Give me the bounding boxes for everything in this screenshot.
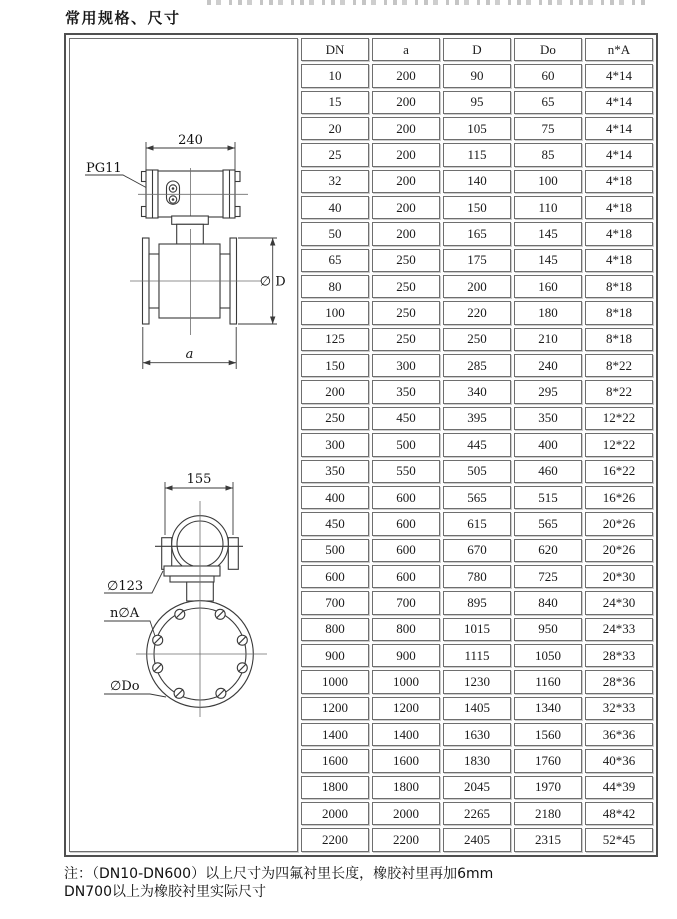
spec-cell: 150	[301, 354, 369, 377]
spec-cell: 40	[301, 196, 369, 219]
spec-cell: 500	[372, 433, 440, 456]
dim-240-label: 240	[178, 133, 203, 148]
spec-cell: 25	[301, 143, 369, 166]
spec-cell: 4*18	[585, 170, 653, 193]
side-view-drawing	[85, 133, 286, 369]
spec-cell: 1200	[301, 697, 369, 720]
spec-cell: 150	[443, 196, 511, 219]
bolt-holes-label: n∅A	[110, 606, 140, 621]
spec-cell: 1600	[372, 749, 440, 772]
spec-cell: 165	[443, 222, 511, 245]
spec-cell: 2045	[443, 776, 511, 799]
spec-cell: 210	[514, 328, 582, 351]
spec-cell: 250	[372, 275, 440, 298]
spec-cell: 20*26	[585, 539, 653, 562]
bolt-circle-label: ∅Do	[110, 679, 140, 694]
spec-cell: 300	[301, 433, 369, 456]
spec-cell: 200	[301, 380, 369, 403]
spec-cell: 12*22	[585, 407, 653, 430]
spec-cell: 145	[514, 222, 582, 245]
front-view-drawing	[104, 472, 267, 717]
spec-cell: 460	[514, 460, 582, 483]
table-header-row	[69, 38, 653, 61]
spec-cell: 350	[301, 460, 369, 483]
spec-cell: 250	[372, 328, 440, 351]
spec-cell: 100	[301, 301, 369, 324]
flange-diameter-label: ∅ D	[259, 274, 286, 290]
spec-cell: 200	[372, 64, 440, 87]
spec-cell: 20	[301, 117, 369, 140]
spec-cell: 445	[443, 433, 511, 456]
dim-155-label: 155	[186, 472, 212, 487]
spec-cell: 285	[443, 354, 511, 377]
spec-cell: 85	[514, 143, 582, 166]
spec-cell: 1830	[443, 749, 511, 772]
spec-cell: 105	[443, 117, 511, 140]
cropped-text-remnant	[207, 0, 645, 5]
length-a-label: a	[185, 347, 194, 362]
spec-cell: 400	[514, 433, 582, 456]
spec-cell: 4*14	[585, 117, 653, 140]
spec-cell: 1760	[514, 749, 582, 772]
spec-cell: 8*18	[585, 301, 653, 324]
spec-cell: 600	[372, 512, 440, 535]
spec-cell: 600	[372, 565, 440, 588]
spec-cell: 2180	[514, 802, 582, 825]
footnote-line1: 注：（DN10-DN600）以上尺寸为四氟衬里长度，橡胶衬里再加6mm	[64, 866, 494, 882]
spec-cell: 8*18	[585, 328, 653, 351]
spec-cell: 1800	[372, 776, 440, 799]
spec-cell: 1970	[514, 776, 582, 799]
page-title: 常用规格、尺寸	[65, 9, 181, 27]
spec-cell: 725	[514, 565, 582, 588]
spec-cell: 24*33	[585, 618, 653, 641]
spec-cell: 1400	[372, 723, 440, 746]
housing-diameter-label: ∅123	[107, 579, 144, 594]
spec-cell: 220	[443, 301, 511, 324]
footnote-line2: DN700以上为橡胶衬里实际尺寸	[64, 883, 266, 900]
spec-cell: 340	[443, 380, 511, 403]
spec-cell: 8*18	[585, 275, 653, 298]
spec-cell: 2315	[514, 828, 582, 852]
spec-cell: 670	[443, 539, 511, 562]
spec-cell: 140	[443, 170, 511, 193]
spec-cell: 95	[443, 91, 511, 114]
spec-cell: 615	[443, 512, 511, 535]
spec-cell: 60	[514, 64, 582, 87]
spec-cell: 450	[301, 512, 369, 535]
spec-cell: 240	[514, 354, 582, 377]
spec-cell: 895	[443, 591, 511, 614]
spec-cell: 780	[443, 565, 511, 588]
spec-cell: 2000	[372, 802, 440, 825]
spec-cell: 2200	[372, 828, 440, 852]
spec-cell: 175	[443, 249, 511, 272]
spec-cell: 295	[514, 380, 582, 403]
col-header-a: a	[372, 38, 440, 61]
spec-cell: 200	[372, 143, 440, 166]
spec-cell: 160	[514, 275, 582, 298]
col-header-na: n*A	[585, 38, 653, 61]
spec-cell: 950	[514, 618, 582, 641]
spec-cell: 500	[301, 539, 369, 562]
spec-cell: 515	[514, 486, 582, 509]
spec-cell: 1405	[443, 697, 511, 720]
spec-cell: 250	[443, 328, 511, 351]
spec-cell: 1560	[514, 723, 582, 746]
spec-cell: 180	[514, 301, 582, 324]
spec-cell: 4*14	[585, 143, 653, 166]
spec-cell: 10	[301, 64, 369, 87]
col-header-dn: DN	[301, 38, 369, 61]
col-header-d: D	[443, 38, 511, 61]
spec-cell: 80	[301, 275, 369, 298]
spec-cell: 90	[443, 64, 511, 87]
spec-cell: 200	[372, 196, 440, 219]
spec-cell: 350	[372, 380, 440, 403]
spec-cell: 1000	[301, 670, 369, 693]
spec-cell: 2265	[443, 802, 511, 825]
spec-cell: 125	[301, 328, 369, 351]
spec-cell: 550	[372, 460, 440, 483]
spec-cell: 1400	[301, 723, 369, 746]
spec-cell: 700	[301, 591, 369, 614]
spec-cell: 4*18	[585, 222, 653, 245]
spec-cell: 24*30	[585, 591, 653, 614]
spec-cell: 1050	[514, 644, 582, 667]
spec-cell: 28*33	[585, 644, 653, 667]
spec-cell: 1630	[443, 723, 511, 746]
spec-cell: 44*39	[585, 776, 653, 799]
spec-cell: 15	[301, 91, 369, 114]
spec-cell: 115	[443, 143, 511, 166]
spec-cell: 250	[372, 301, 440, 324]
spec-table	[64, 33, 658, 857]
spec-cell: 565	[443, 486, 511, 509]
spec-cell: 28*36	[585, 670, 653, 693]
spec-cell: 16*22	[585, 460, 653, 483]
spec-cell: 900	[372, 644, 440, 667]
spec-cell: 565	[514, 512, 582, 535]
spec-cell: 1200	[372, 697, 440, 720]
spec-cell: 32	[301, 170, 369, 193]
spec-cell: 75	[514, 117, 582, 140]
spec-cell: 2405	[443, 828, 511, 852]
spec-cell: 800	[301, 618, 369, 641]
spec-cell: 4*18	[585, 196, 653, 219]
spec-cell: 1340	[514, 697, 582, 720]
spec-cell: 620	[514, 539, 582, 562]
spec-cell: 32*33	[585, 697, 653, 720]
spec-cell: 8*22	[585, 354, 653, 377]
spec-cell: 600	[301, 565, 369, 588]
spec-cell: 400	[301, 486, 369, 509]
spec-cell: 800	[372, 618, 440, 641]
pg11-cable-gland-label: PG11	[86, 161, 122, 176]
spec-cell: 250	[301, 407, 369, 430]
spec-cell: 600	[372, 486, 440, 509]
spec-cell: 1160	[514, 670, 582, 693]
spec-cell: 16*26	[585, 486, 653, 509]
spec-cell: 1600	[301, 749, 369, 772]
spec-cell: 4*14	[585, 91, 653, 114]
spec-cell: 8*22	[585, 380, 653, 403]
spec-cell: 4*14	[585, 64, 653, 87]
spec-cell: 1015	[443, 618, 511, 641]
spec-cell: 1115	[443, 644, 511, 667]
spec-cell: 200	[372, 170, 440, 193]
spec-cell: 40*36	[585, 749, 653, 772]
footnote	[64, 866, 664, 901]
flowmeter-drawing	[70, 39, 297, 851]
spec-cell: 1230	[443, 670, 511, 693]
spec-cell: 600	[372, 539, 440, 562]
spec-cell: 395	[443, 407, 511, 430]
spec-cell: 840	[514, 591, 582, 614]
spec-cell: 200	[372, 117, 440, 140]
technical-drawing-cell	[69, 38, 298, 852]
spec-cell: 20*30	[585, 565, 653, 588]
spec-cell: 65	[301, 249, 369, 272]
spec-cell: 52*45	[585, 828, 653, 852]
spec-cell: 4*18	[585, 249, 653, 272]
col-header-do: Do	[514, 38, 582, 61]
spec-cell: 12*22	[585, 433, 653, 456]
spec-cell: 100	[514, 170, 582, 193]
spec-cell: 200	[372, 91, 440, 114]
spec-cell: 200	[443, 275, 511, 298]
spec-cell: 50	[301, 222, 369, 245]
spec-cell: 450	[372, 407, 440, 430]
spec-cell: 36*36	[585, 723, 653, 746]
spec-cell: 700	[372, 591, 440, 614]
spec-cell: 505	[443, 460, 511, 483]
spec-cell: 48*42	[585, 802, 653, 825]
spec-cell: 2000	[301, 802, 369, 825]
spec-cell: 300	[372, 354, 440, 377]
spec-cell: 200	[372, 222, 440, 245]
spec-cell: 900	[301, 644, 369, 667]
spec-cell: 250	[372, 249, 440, 272]
spec-cell: 1000	[372, 670, 440, 693]
spec-cell: 145	[514, 249, 582, 272]
spec-cell: 20*26	[585, 512, 653, 535]
spec-cell: 1800	[301, 776, 369, 799]
spec-panel	[64, 33, 658, 857]
spec-cell: 2200	[301, 828, 369, 852]
spec-cell: 350	[514, 407, 582, 430]
spec-cell: 65	[514, 91, 582, 114]
spec-cell: 110	[514, 196, 582, 219]
